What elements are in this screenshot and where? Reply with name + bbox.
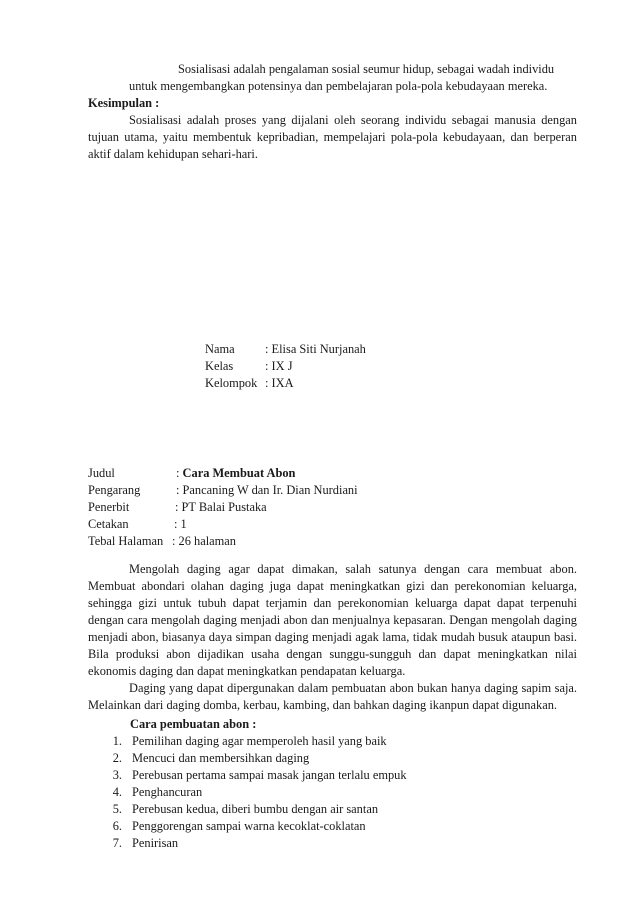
step-text: Perebusan pertama sampai masak jangan terlalu empuk [132,768,407,782]
identity-row-class [205,358,366,375]
identity-label: Nama [205,342,235,356]
steps-list [88,733,577,852]
list-item [88,784,577,801]
book-info [88,465,388,550]
book-value: : Pancaning W dan Ir. Dian Nurdiani [176,483,358,497]
list-item [88,818,577,835]
book-value: : 26 halaman [172,534,236,548]
identity-label: Kelompok [205,376,258,390]
intro-line-2: untuk mengembangkan potensinya dan pembelajaran pola-pola kebudayaan mereka. [129,79,548,93]
list-item [88,733,577,750]
summary-paragraph-1: Mengolah daging agar dapat dimakan, salah satunya dengan cara membuat abon. Membuat abondari olahan daging juga dapat meningkatkan gizi dan perekonomian keluarga, sehingga gizi untuk tubuh dapat terjamin dan perekonomian keluarga dapat dapat terpenuhi dengan cara mengolah daging menjadi abon dan menjualnya kepasaran. Dengan mengolah daging menjadi abon, biasanya daya simpan daging menjadi agak lama, tidak mudah busuk ataupun basi. Bila produksi abon dijadikan usaha dengan sunggu-sungguh dan dapat meningkatkan nilai ekonomis daging dan dapat meningkatkan pendapatan keluarga. [88,562,577,678]
steps-title: Cara pembuatan abon : [130,717,257,731]
conclusion-heading: Kesimpulan : [88,96,160,110]
book-title: Cara Membuat Abon [182,466,296,480]
conclusion-section [88,95,577,163]
list-item [88,750,577,767]
book-row-title [88,465,388,482]
identity-row-group [205,375,366,392]
identity-value: : IX J [265,359,293,373]
conclusion-text: Sosialisasi adalah proses yang dijalani oleh seorang individu sebagai manusia dengan tujuan utama, yaitu membentuk kepribadian, mempelajari pola-pola kebudayaan, dan berperan aktif dalam kehidupan sehari-hari. [88,113,577,161]
book-label: Judul [88,466,115,480]
identity-value: : Elisa Siti Nurjanah [265,342,366,356]
step-text: Penghancuran [132,785,203,799]
step-text: Penirisan [132,836,179,850]
book-value: : 1 [174,517,187,531]
step-text: Pemilihan daging agar memperoleh hasil yang baik [132,734,387,748]
summary-paragraph-2: Daging yang dapat dipergunakan dalam pembuatan abon bukan hanya daging sapim saja. Melainkan dari daging domba, kerbau, kambing, dan bahkan daging ikanpun dapat digunakan. [88,681,577,712]
identity-label: Kelas [205,359,234,373]
step-number: 6. [112,819,122,833]
book-row-pages [88,533,388,550]
step-number: 1. [112,734,122,748]
identity-value: : IXA [265,376,294,390]
step-number: 7. [112,836,122,850]
identity-row-name [205,341,366,358]
book-row-publisher [88,499,388,516]
intro-line-1: Sosialisasi adalah pengalaman sosial seumur hidup, sebagai wadah individu [178,62,555,76]
step-text: Perebusan kedua, diberi bumbu dengan air santan [132,802,379,816]
book-label: Tebal Halaman [88,534,164,548]
step-text: Penggorengan sampai warna kecoklat-coklatan [132,819,366,833]
list-item [88,835,577,852]
list-item [88,801,577,818]
book-row-edition [88,516,388,533]
step-number: 5. [112,802,122,816]
book-row-author [88,482,388,499]
book-label: Cetakan [88,517,129,531]
list-item [88,767,577,784]
book-title-sep: : [176,466,183,480]
book-label: Pengarang [88,483,141,497]
steps-section [88,716,577,852]
student-identity [205,341,366,392]
step-number: 4. [112,785,122,799]
book-summary [88,561,577,714]
step-number: 3. [112,768,122,782]
book-label: Penerbit [88,500,130,514]
step-number: 2. [112,751,122,765]
step-text: Mencuci dan membersihkan daging [132,751,310,765]
book-value: : PT Balai Pustaka [175,500,267,514]
intro-paragraph [88,61,577,95]
